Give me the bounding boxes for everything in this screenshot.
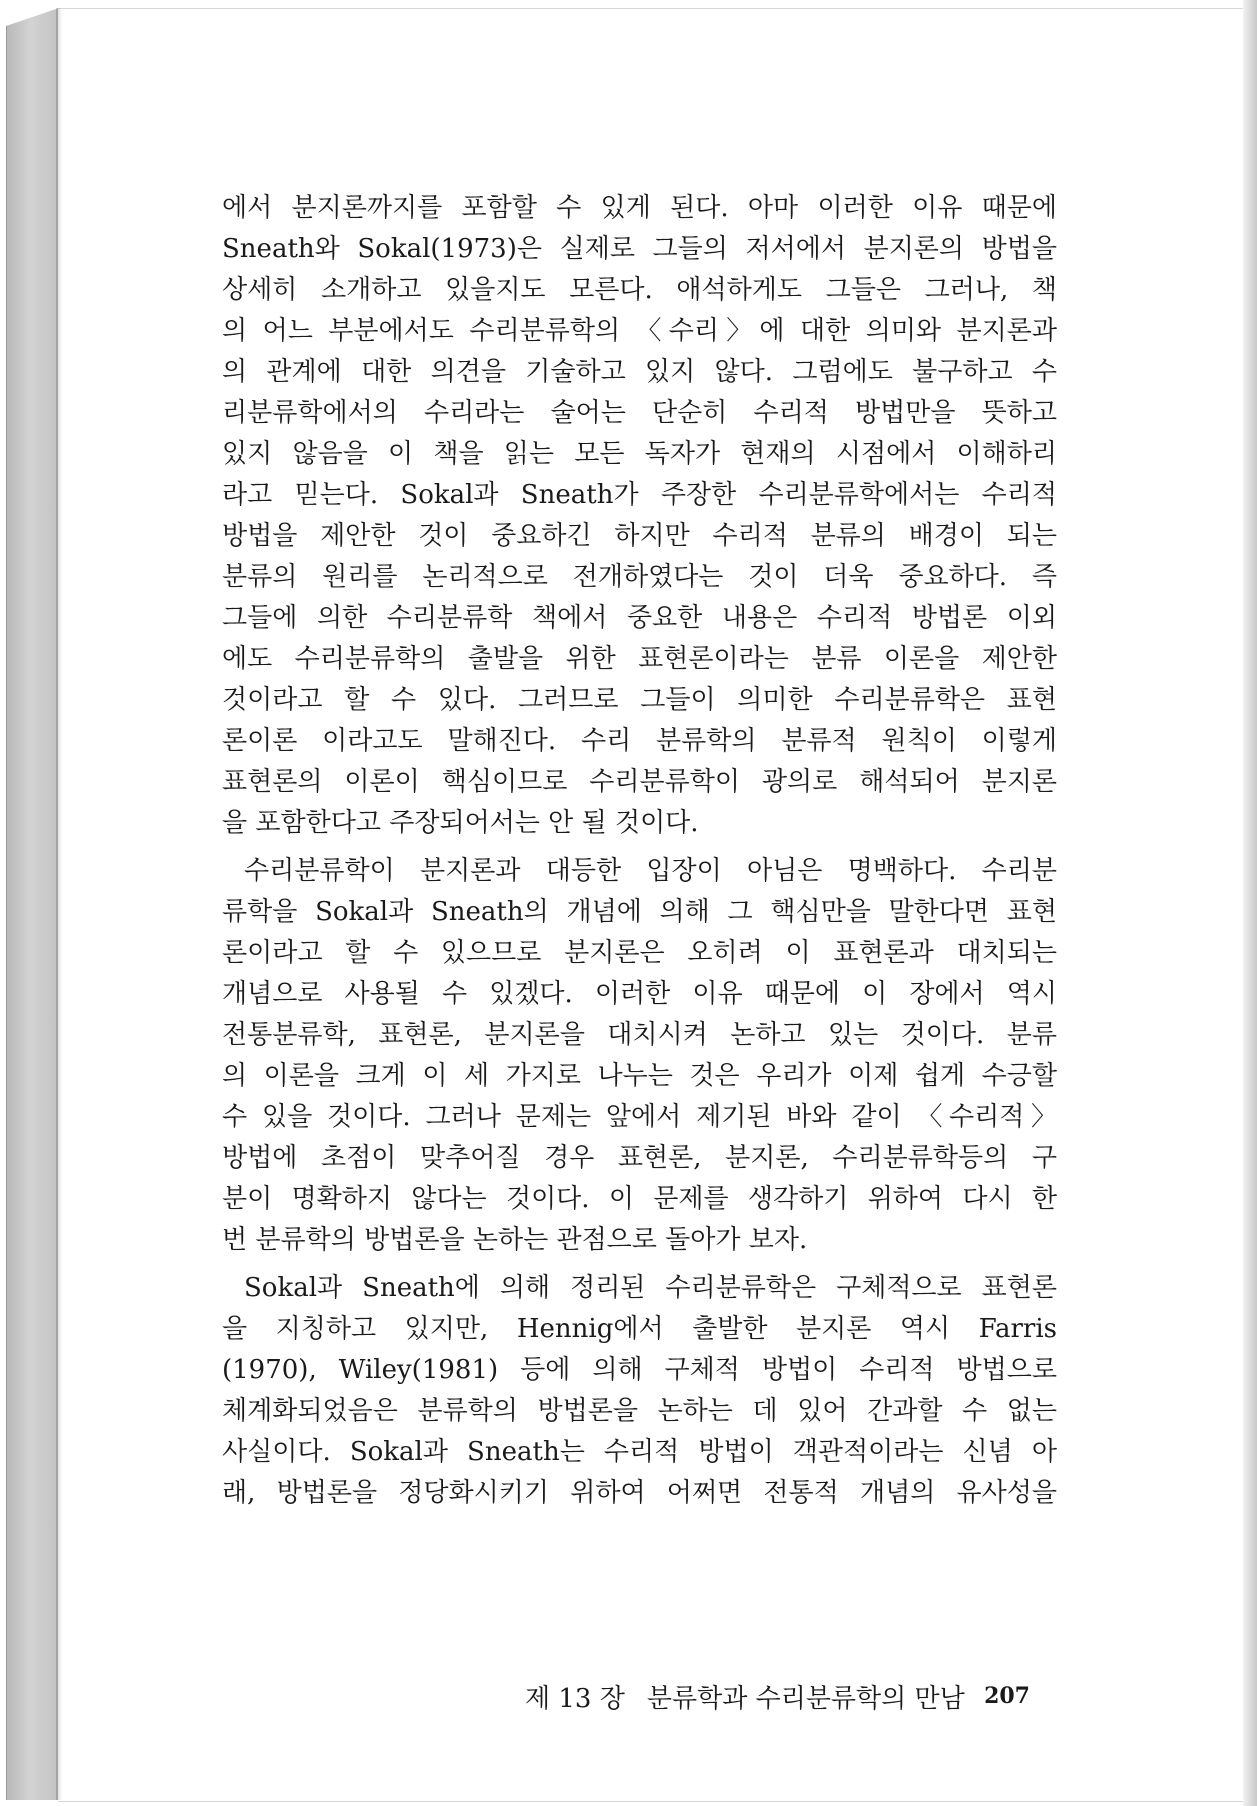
text-line: 수 있을 것이다. 그러나 문제는 앞에서 제기된 바와 같이 〈수리적〉: [222, 1102, 1057, 1132]
text-line: 것이라고 할 수 있다. 그러므로 그들이 의미한 수리분류학은 표현: [222, 685, 1057, 715]
text-line: 의 이론을 크게 이 세 가지로 나누는 것은 우리가 이제 쉽게 수긍할: [222, 1061, 1057, 1091]
text-line: 분류의 원리를 논리적으로 전개하였다는 것이 더욱 중요하다. 즉: [222, 562, 1057, 592]
text-line: 수리분류학이 분지론과 대등한 입장이 아님은 명백하다. 수리분: [244, 856, 1057, 886]
text-line: 상세히 소개하고 있을지도 모른다. 애석하게도 그들은 그러나, 책: [222, 275, 1057, 305]
text-line: 론이론 이라고도 말해진다. 수리 분류학의 분류적 원칙이 이렇게: [222, 726, 1057, 756]
text-line: 류학을 Sokal과 Sneath의 개념에 의해 그 핵심만을 말한다면 표현: [222, 897, 1057, 927]
paragraph-1: [222, 188, 1057, 844]
text-line: 에서 분지론까지를 포함할 수 있게 된다. 아마 이러한 이유 때문에: [222, 193, 1057, 223]
text-line: 번 분류학의 방법론을 논하는 관점으로 돌아가 보자.: [222, 1225, 808, 1255]
text-line: 그들에 의한 수리분류학 책에서 중요한 내용은 수리적 방법론 이외: [222, 603, 1057, 633]
text-line: 표현론의 이론이 핵심이므로 수리분류학이 광의로 해석되어 분지론: [222, 767, 1057, 797]
page-number: 207: [984, 1683, 1030, 1709]
paragraph-3: [222, 1268, 1057, 1514]
text-line: 방법에 초점이 맞추어질 경우 표현론, 분지론, 수리분류학등의 구: [222, 1143, 1057, 1173]
running-footer: [525, 1676, 1030, 1716]
book-spine: [6, 8, 59, 1800]
text-line: 의 어느 부분에서도 수리분류학의 〈수리〉에 대한 의미와 분지론과: [222, 316, 1057, 346]
text-line: 에도 수리분류학의 출발을 위한 표현론이라는 분류 이론을 제안한: [222, 644, 1057, 674]
chapter-label: 제 13 장: [525, 1683, 625, 1714]
spine-shadow: [56, 8, 62, 1800]
text-line: Sneath와 Sokal(1973)은 실제로 그들의 저서에서 분지론의 방법을: [222, 234, 1057, 264]
text-line: 을 지칭하고 있지만, Hennig에서 출발한 분지론 역시 Farris: [222, 1314, 1057, 1344]
text-line: 사실이다. Sokal과 Sneath는 수리적 방법이 객관적이라는 신념 아: [222, 1437, 1057, 1467]
text-line: 리분류학에서의 수리라는 술어는 단순히 수리적 방법만을 뜻하고: [222, 398, 1057, 428]
text-line: 개념으로 사용될 수 있겠다. 이러한 이유 때문에 이 장에서 역시: [222, 979, 1057, 1009]
text-line: 있지 않음을 이 책을 읽는 모든 독자가 현재의 시점에서 이해하리: [222, 439, 1057, 469]
text-line: Sokal과 Sneath에 의해 정리된 수리분류학은 구체적으로 표현론: [244, 1273, 1057, 1303]
text-line: 전통분류학, 표현론, 분지론을 대치시켜 논하고 있는 것이다. 분류: [222, 1020, 1057, 1050]
text-line: 방법을 제안한 것이 중요하긴 하지만 수리적 분류의 배경이 되는: [222, 521, 1057, 551]
text-line: 분이 명확하지 않다는 것이다. 이 문제를 생각하기 위하여 다시 한: [222, 1184, 1057, 1214]
text-line: 체계화되었음은 분류학의 방법론을 논하는 데 있어 간과할 수 없는: [222, 1396, 1057, 1426]
text-line: 래, 방법론을 정당화시키기 위하여 어쩌면 전통적 개념의 유사성을: [222, 1478, 1057, 1508]
body-text: [222, 188, 1057, 1514]
text-line: (1970), Wiley(1981) 등에 의해 구체적 방법이 수리적 방법으로: [222, 1355, 1057, 1385]
text-line: 의 관계에 대한 의견을 기술하고 있지 않다. 그럼에도 불구하고 수: [222, 357, 1057, 387]
text-line: 을 포함한다고 주장되어서는 안 될 것이다.: [222, 808, 699, 838]
page-edge: [1243, 0, 1257, 1806]
text-line: 라고 믿는다. Sokal과 Sneath가 주장한 수리분류학에서는 수리적: [222, 480, 1057, 510]
paragraph-2: [222, 851, 1057, 1261]
chapter-title: 분류학과 수리분류학의 만남: [646, 1683, 965, 1714]
text-line: 론이라고 할 수 있으므로 분지론은 오히려 이 표현론과 대치되는: [222, 938, 1057, 968]
